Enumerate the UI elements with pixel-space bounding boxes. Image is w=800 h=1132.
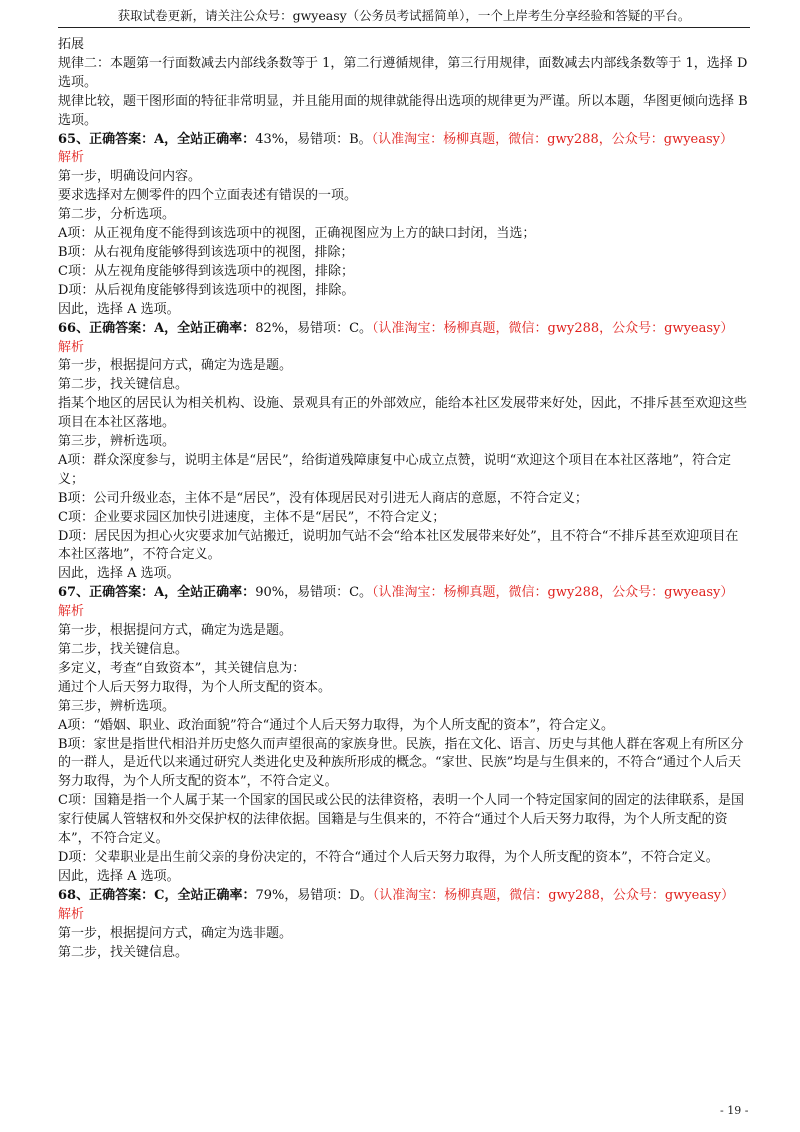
analysis-line: 第一步，根据提问方式，确定为选是题。	[58, 623, 293, 639]
promo-text: （认准淘宝：杨柳真题，微信：gwy288，公众号：gwyeasy）	[371, 131, 734, 147]
expand-line: 规律二：本题第一行面数减去内部线条数等于 1，第二行遵循规律，第三行用规律，面数减去内部线条数等于 1，选择 D 选项。	[58, 55, 748, 90]
question-rate: 90%，易错项：C。	[255, 585, 373, 601]
analysis-line: 第一步，根据提问方式，确定为选非题。	[58, 925, 293, 941]
question-head: 68、正确答案：C，全站正确率：	[58, 887, 256, 903]
analysis-line: 第三步，辨析选项。	[58, 698, 176, 714]
analysis-line: 因此，选择 A 选项。	[58, 566, 180, 582]
expand-heading: 拓展	[58, 37, 85, 52]
analysis-line: D项：从后视角度能够得到该选项中的视图，排除。	[58, 282, 355, 298]
question-head: 67、正确答案：A，全站正确率：	[58, 585, 256, 601]
analysis-label: 解析	[58, 906, 85, 922]
analysis-line: D项：父辈职业是出生前父亲的身份决定的，不符合“通过个人后天努力取得，为个人所支配的资本”，不符合定义。	[58, 849, 719, 865]
analysis-line: B项：家世是指世代相沿并历史悠久而声望很高的家族身世。民族，指在文化、语言、历史与其他人群在客观上有所区分的一群人，是近代以来通过研究人类进化史及种族所形成的概念。“家世、民族”均是与生俱来的，不符合“通过个人后天努力取得，为个人所支配的资本”，不符合定义。	[58, 736, 744, 790]
promo-text: （认准淘宝：杨柳真题，微信：gwy288，公众号：gwyeasy）	[372, 320, 734, 336]
document-body	[58, 36, 750, 962]
question-rate: 82%，易错项：C。	[255, 320, 373, 336]
analysis-line: 通过个人后天努力取得，为个人所支配的资本。	[58, 679, 332, 695]
question-65-header	[58, 131, 750, 150]
analysis-line: 因此，选择 A 选项。	[58, 868, 180, 884]
analysis-line: 第二步，找关键信息。	[58, 944, 189, 960]
analysis-line: D项：居民因为担心火灾要求加气站搬迁，说明加气站不会“给本社区发展带来好处”，且不符合“不排斥甚至欢迎项目在本社区落地”，不符合定义。	[58, 528, 739, 563]
question-68-header	[58, 887, 750, 906]
question-rate: 43%，易错项：B。	[255, 131, 372, 147]
analysis-line: 因此，选择 A 选项。	[58, 301, 180, 317]
page-number: - 19 -	[720, 1104, 749, 1117]
analysis-line: 第二步，找关键信息。	[58, 642, 189, 657]
analysis-line: 第二步，找关键信息。	[58, 377, 189, 393]
analysis-label: 解析	[58, 604, 85, 620]
analysis-label: 解析	[58, 339, 85, 355]
question-head: 65、正确答案：A，全站正确率：	[58, 131, 256, 147]
analysis-line: C项：国籍是指一个人属于某一个国家的国民或公民的法律资格，表明一个人同一个特定国家间的固定的法律联系，是国家行使属人管辖权和外交保护权的法律依据。国籍是与生俱来的，不符合“通过个人后天努力取得，为个人所支配的资本”，不符合定义。	[58, 793, 744, 847]
question-rate: 79%，易错项：D。	[255, 887, 373, 903]
analysis-line: 第二步，分析选项。	[58, 207, 176, 223]
expand-line: 规律比较，题干图形面的特征非常明显，并且能用面的规律就能得出选项的规律更为严谨。所以本题，华图更倾向选择 B 选项。	[58, 93, 748, 128]
header-divider	[58, 27, 750, 28]
analysis-label: 解析	[58, 150, 85, 166]
analysis-line: A项：从正视角度不能得到该选项中的视图，正确视图应为上方的缺口封闭，当选；	[58, 226, 536, 242]
analysis-line: 第三步，辨析选项。	[58, 434, 176, 450]
promo-text: （认准淘宝：杨柳真题，微信：gwy288，公众号：gwyeasy）	[372, 887, 735, 903]
analysis-line: A项：群众深度参与，说明主体是“居民”，给街道残障康复中心成立点赞，说明“欢迎这个项目在本社区落地”，符合定义；	[58, 452, 731, 487]
analysis-line: 多定义，考查“自致资本”，其关键信息为：	[58, 660, 306, 676]
analysis-line: 第一步，根据提问方式，确定为选是题。	[58, 358, 293, 374]
question-66-header	[58, 320, 750, 339]
analysis-line: B项：公司升级业态，主体不是“居民”，没有体现居民对引进无人商店的意愿，不符合定义；	[58, 490, 588, 506]
analysis-line: C项：从左视角度能够得到该选项中的视图，排除；	[58, 263, 354, 279]
analysis-line: 要求选择对左侧零件的四个立面表述有错误的一项。	[58, 188, 358, 204]
page-header: 获取试卷更新，请关注公众号：gwyeasy（公务员考试摇简单），一个上岸考生分享经验和答疑的平台。	[117, 8, 691, 23]
analysis-line: B项：从右视角度能够得到该选项中的视图，排除；	[58, 244, 354, 260]
question-67-header	[58, 584, 750, 603]
analysis-line: 第一步，明确设问内容。	[58, 169, 202, 185]
analysis-line: 指某个地区的居民认为相关机构、设施、景观具有正的外部效应，能给本社区发展带来好处，因此，不排斥甚至欢迎这些项目在本社区落地。	[58, 396, 748, 431]
question-head: 66、正确答案：A，全站正确率：	[58, 320, 256, 336]
promo-text: （认准淘宝：杨柳真题，微信：gwy288，公众号：gwyeasy）	[372, 585, 734, 601]
analysis-line: C项：企业要求园区加快引进速度，主体不是“居民”，不符合定义；	[58, 509, 446, 525]
analysis-line: A项：“婚姻、职业、政治面貌”符合“通过个人后天努力取得，为个人所支配的资本”，符合定义。	[58, 717, 614, 733]
